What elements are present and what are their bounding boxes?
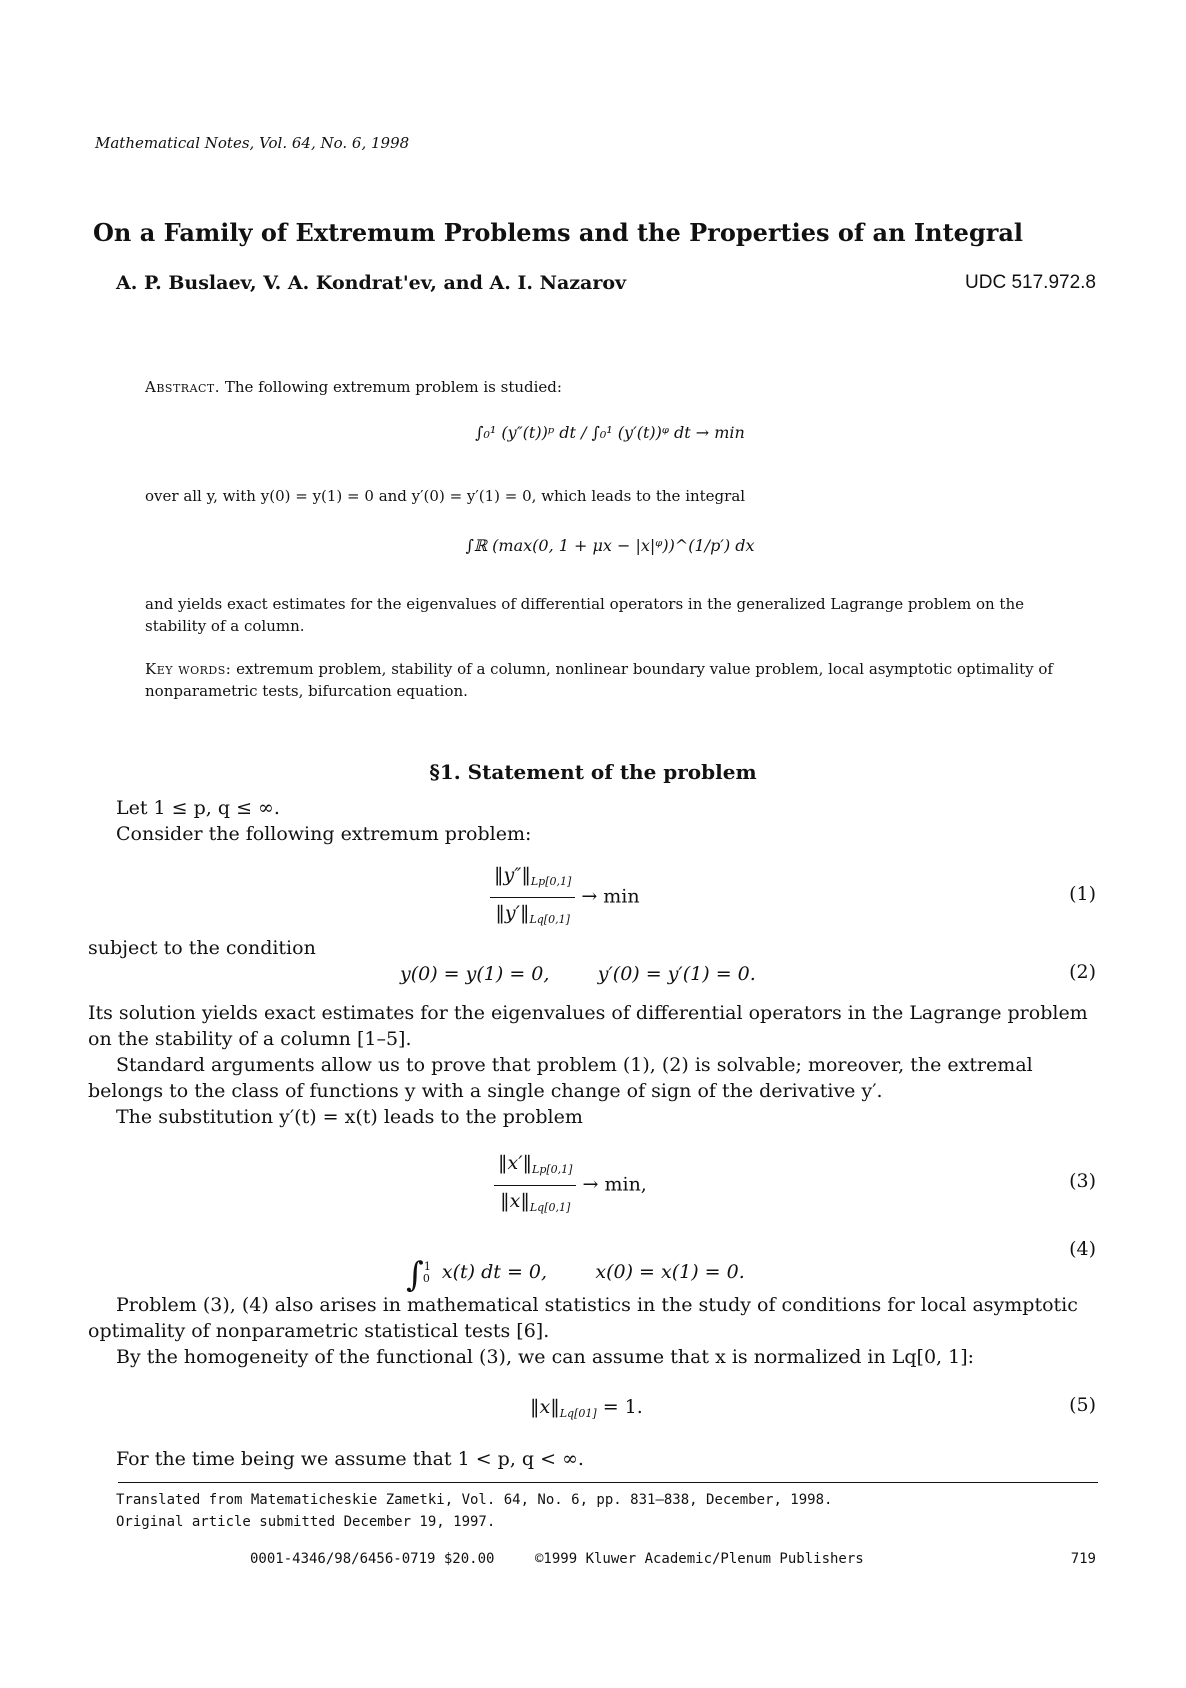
integral-upper: 1: [423, 1260, 431, 1273]
abstract-intro: [145, 376, 1075, 398]
udc-code: UDC 517.972.8: [965, 272, 1096, 293]
para-4: Standard arguments allow us to prove that problem (1), (2) is solvable; moreover, the extremal belongs to the class of functions y with a single change of sign of the derivative y′.: [88, 1054, 1033, 1102]
eq1-tail: → min: [581, 885, 640, 908]
eq5-label: (5): [1069, 1394, 1096, 1416]
para-7: By the homogeneity of the functional (3), we can assume that x is normalized in Lq[0, 1]:: [116, 1346, 975, 1368]
eq4-label: (4): [1069, 1238, 1096, 1260]
footnote-code: 0001-4346/98/6456-0719 $20.00: [250, 1551, 495, 1567]
para-8: For the time being we assume that 1 < p, q < ∞.: [116, 1448, 584, 1470]
footnote-line-1: Translated from Matematicheskie Zametki, Vol. 64, No. 6, pp. 831–838, December, 1998.: [116, 1492, 833, 1508]
eq3-den: ‖x‖: [500, 1190, 530, 1212]
integral-symbol: ∫: [406, 1255, 424, 1295]
eq2-label: (2): [1069, 961, 1096, 983]
para-5: The substitution y′(t) = x(t) leads to the problem: [116, 1106, 583, 1128]
eq4-text: x(t) dt = 0, x(0) = x(1) = 0.: [441, 1261, 745, 1283]
subject-line: subject to the condition: [88, 937, 316, 959]
abstract-label: Abstract.: [145, 378, 221, 396]
eq5-sub: Lq[01]: [559, 1407, 597, 1420]
footnote-copyright: ©1999 Kluwer Academic/Plenum Publishers: [535, 1551, 864, 1567]
eq1-den-sub: Lq[0,1]: [529, 913, 570, 926]
para-1: Let 1 ≤ p, q ≤ ∞.: [116, 797, 280, 819]
equation-1: [490, 862, 640, 933]
eq3-num-sub: Lp[0,1]: [532, 1163, 573, 1176]
eq1-num-sub: Lp[0,1]: [530, 875, 572, 888]
abstract-line-2: over all y, with y(0) = y(1) = 0 and y′(0) = y′(1) = 0, which leads to the integral: [145, 487, 746, 505]
footnote-rule: [118, 1482, 1098, 1483]
abstract-text-3: and yields exact estimates for the eigenvalues of differential operators in the generalized Lagrange problem on the stability of a column.: [145, 595, 1024, 635]
eq3-label: (3): [1069, 1170, 1096, 1192]
integral-lower: 0: [422, 1272, 430, 1285]
eq3-den-sub: Lq[0,1]: [529, 1201, 571, 1214]
abstract-formula-1: ∫₀¹ (y″(t))ᵖ dt / ∫₀¹ (y′(t))ᵠ dt → min: [475, 423, 745, 442]
paper-title: On a Family of Extremum Problems and the Properties of an Integral: [93, 218, 1024, 247]
section-heading: §1. Statement of the problem: [429, 760, 757, 784]
para-6: Problem (3), (4) also arises in mathematical statistics in the study of conditions for local asymptotic optimality of nonparametric statistical tests [6].: [88, 1294, 1078, 1342]
keywords: [145, 658, 1075, 702]
abstract-intro-text: The following extremum problem is studied:: [224, 378, 562, 396]
authors: A. P. Buslaev, V. A. Kondrat'ev, and A. I. Nazarov: [116, 272, 627, 294]
para-2: Consider the following extremum problem:: [116, 823, 532, 845]
equation-3: [494, 1150, 647, 1221]
eq3-num: ‖x′‖: [498, 1152, 533, 1174]
eq5-tail: = 1.: [602, 1396, 643, 1418]
journal-header: Mathematical Notes, Vol. 64, No. 6, 1998: [95, 134, 410, 152]
page-number: 719: [1070, 1551, 1096, 1567]
keywords-text: extremum problem, stability of a column, nonlinear boundary value problem, local asymptotic optimality of nonparametric tests, bifurcation equation.: [145, 660, 1053, 700]
eq1-den: ‖y′‖: [495, 902, 530, 924]
eq1-label: (1): [1069, 883, 1096, 905]
keywords-label: Key words:: [145, 660, 232, 678]
eq3-tail: → min,: [582, 1173, 647, 1196]
equation-4: [394, 1228, 745, 1295]
abstract-formula-2: ∫ℝ (max(0, 1 + μx − |x|ᵠ))^(1/p′) dx: [465, 536, 755, 555]
eq5-norm: ‖x‖: [530, 1396, 560, 1418]
equation-2: y(0) = y(1) = 0, y′(0) = y′(1) = 0.: [400, 963, 756, 985]
footnote-line-2: Original article submitted December 19, 1997.: [116, 1514, 496, 1530]
eq1-num: ‖y″‖: [494, 864, 531, 886]
equation-5: [530, 1394, 643, 1427]
para-3: Its solution yields exact estimates for the eigenvalues of differential operators in the Lagrange problem on the stability of a column [1–5].: [88, 1002, 1088, 1050]
